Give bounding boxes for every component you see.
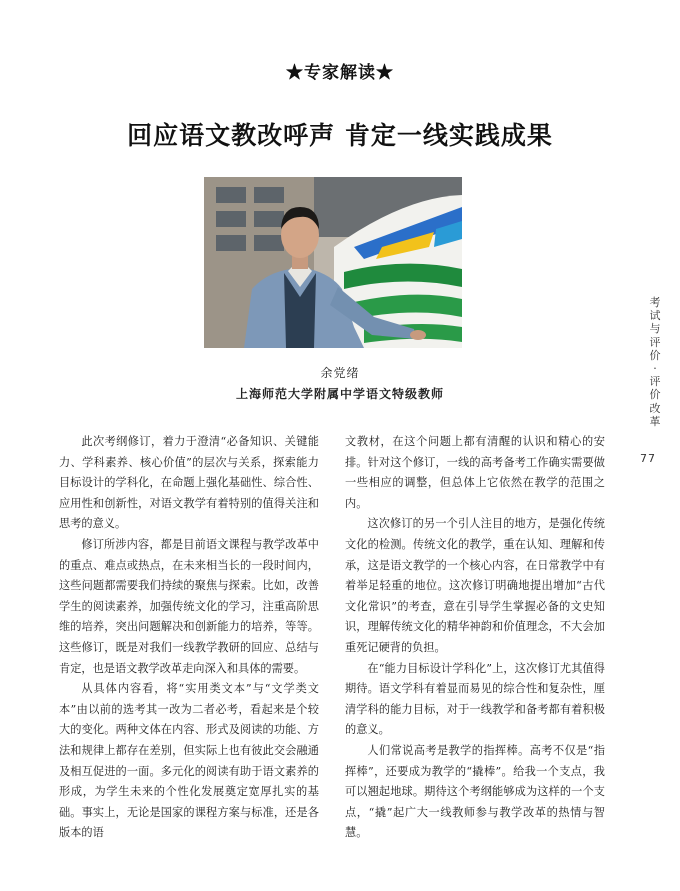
- portrait-illustration: [204, 177, 462, 348]
- paragraph: 这次修订的另一个引人注目的地方，是强化传统文化的检测。传统文化的教学，重在认知、理解和传承，这是语文教学的一个核心内容，在日常教学中有着举足轻重的地位。这次修订明确地提出增加“古代文化常识”的考查，意在引导学生掌握必备的文史知识，理解传统文化的精华神韵和价值理念，不大会加重死记硬背的负担。: [345, 517, 605, 654]
- photo-caption-name: 余党绪: [320, 366, 360, 380]
- article-title: 回应语文教改呼声 肯定一线实践成果: [127, 121, 553, 150]
- article-column-left: [59, 432, 319, 844]
- column-name: 考试与评价·评价改革: [649, 296, 661, 428]
- paragraph: 从具体内容看，将“实用类文本”与“文学类文本”由以前的选考其一改为二者必考，看起来是个较大的变化。两种文体在内容、形式及阅读的功能、方法和规律上都存在差别，但实际上也有彼此交会融通及相互促进的一面。多元化的阅读有助于语文素养的形成，为学生未来的个性化发展奠定宽厚扎实的基础。事实上，无论是国家的课程方案与标准，还是各版本的语: [59, 682, 319, 840]
- paragraph: 此次考纲修订，着力于澄清“必备知识、关键能力、学科素养、核心价值”的层次与关系，探索能力目标设计的学科化，在命题上强化基础性、综合性、应用性和创新性，对语文教学有着特别的值得关注和思考的意义。: [59, 435, 319, 531]
- photo-caption-role: 上海师范大学附属中学语文特级教师: [235, 387, 444, 401]
- portrait-photo: [204, 177, 462, 348]
- article-column-right: [345, 432, 605, 844]
- paragraph: 人们常说高考是教学的指挥棒。高考不仅是“指挥棒”，还要成为教学的“撬棒”。给我一个支点，我可以翘起地球。期待这个考纲能够成为这样的一个支点，“撬”起广大一线教师参与教学改革的热情与智慧。: [345, 743, 605, 840]
- paragraph-continued: 文教材，在这个问题上都有清醒的认识和精心的安排。针对这个修订，一线的高考备考工作确实需要做一些相应的调整，但总体上它依然在教学的范围之内。: [345, 435, 605, 510]
- paragraph: 修订所涉内容，都是目前语文课程与教学改革中的重点、难点或热点，在未来相当长的一段时间内，这些问题都需要我们持续的聚焦与探索。比如，改善学生的阅读素养，加强传统文化的学习，注重高阶思维的培养，突出问题解决和创新能力的培养，等等。这些修订，既是对我们一线教学教研的回应、总结与肯定，也是语文教学改革走向深入和具体的需要。: [59, 537, 319, 675]
- page-number: 77: [640, 452, 656, 465]
- paragraph: 在“能力目标设计学科化”上，这次修订尤其值得期待。语文学科有着显而易见的综合性和复杂性，厘清学科的能力目标，对于一线教学和备考都有着积极的意义。: [345, 661, 605, 737]
- section-label: ★专家解读★: [286, 63, 394, 83]
